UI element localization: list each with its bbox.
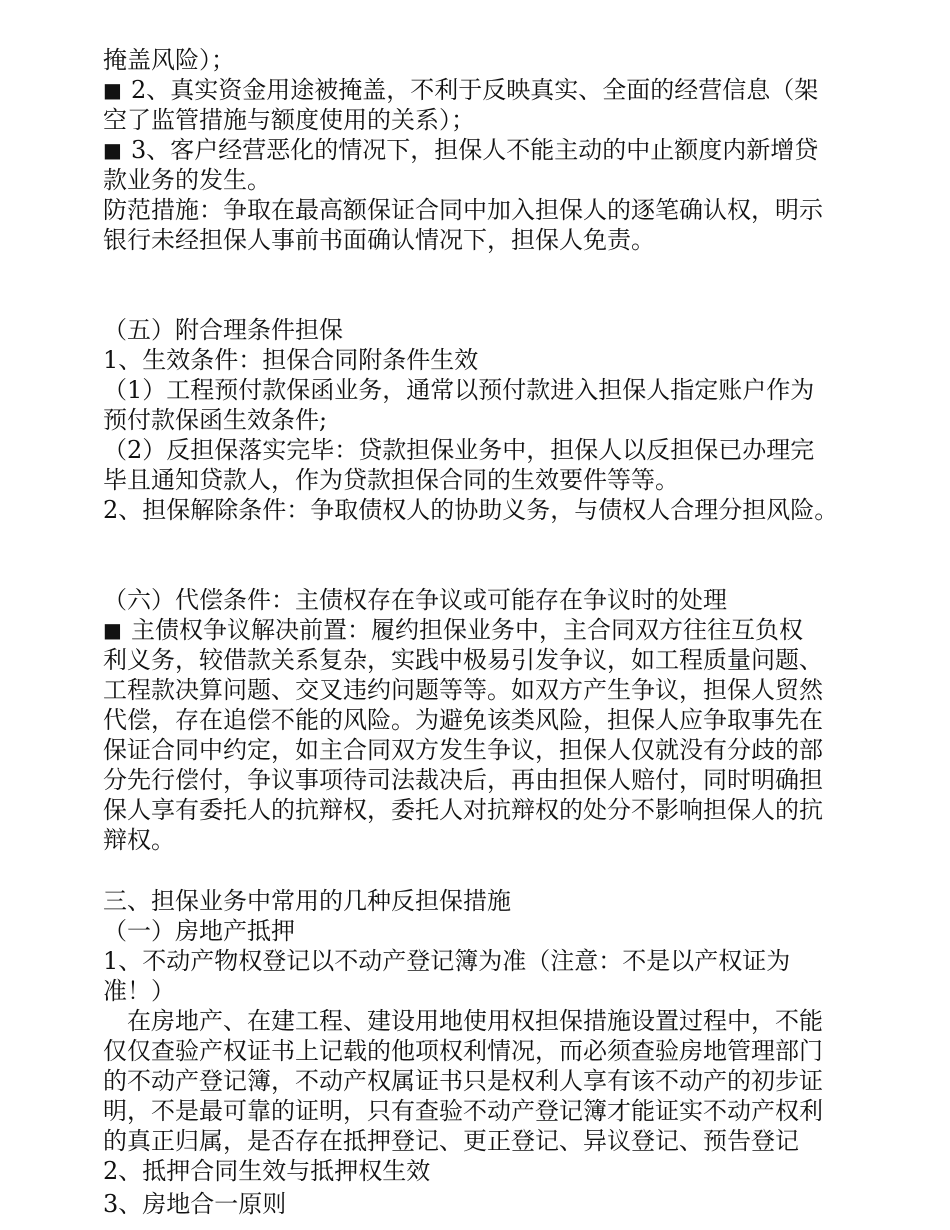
spacer bbox=[103, 855, 878, 886]
square-bullet-icon: ■ bbox=[103, 618, 122, 642]
section-heading: （六）代偿条件：主债权存在争议或可能存在争议时的处理 bbox=[103, 586, 727, 614]
paragraph-line: 的不动产登记簿，不动产权属证书只是权利人享有该不动产的初步证 bbox=[103, 1067, 823, 1095]
paragraph-line: 掩盖风险）； bbox=[103, 46, 235, 74]
paragraph-line: 2、担保解除条件：争取债权人的协助义务，与债权人合理分担风险。 bbox=[103, 496, 839, 524]
bullet-item bbox=[103, 75, 878, 105]
bullet-item bbox=[103, 615, 878, 645]
paragraph-line: 的真正归属，是否存在抵押登记、更正登记、异议登记、预告登记 bbox=[103, 1127, 799, 1155]
section-heading: 三、担保业务中常用的几种反担保措施 bbox=[103, 887, 511, 915]
paragraph-line: 2、抵押合同生效与抵押权生效 bbox=[103, 1157, 431, 1185]
paragraph-line: 预付款保函生效条件; bbox=[103, 406, 328, 434]
document-page bbox=[103, 45, 878, 1222]
paragraph-line: 毕且通知贷款人，作为贷款担保合同的生效要件等等。 bbox=[103, 466, 679, 494]
paragraph-line: 代偿，存在追偿不能的风险。为避免该类风险，担保人应争取事先在 bbox=[103, 706, 823, 734]
paragraph-line: 辩权。 bbox=[103, 826, 175, 854]
spacer bbox=[103, 255, 878, 315]
paragraph-line: 明，不是最可靠的证明，只有查验不动产登记簿才能证实不动产权利 bbox=[103, 1097, 823, 1125]
square-bullet-icon: ■ bbox=[103, 138, 122, 162]
paragraph-line: 仅仅查验产权证书上记载的他项权利情况，而必须查验房地管理部门 bbox=[103, 1037, 823, 1065]
paragraph-line: 准！） bbox=[103, 977, 175, 1005]
bullet-text: 2、真实资金用途被掩盖，不利于反映真实、全面的经营信息（架 bbox=[131, 76, 819, 104]
paragraph-line: （1）工程预付款保函业务，通常以预付款进入担保人指定账户作为 bbox=[103, 376, 815, 404]
paragraph-line: 分先行偿付，争议事项待司法裁决后，再由担保人赔付，同时明确担 bbox=[103, 766, 823, 794]
section-heading: （五）附合理条件担保 bbox=[103, 316, 343, 344]
square-bullet-icon: ■ bbox=[103, 78, 122, 102]
paragraph-line: 1、不动产物权登记以不动产登记簿为准（注意：不是以产权证为 bbox=[103, 947, 791, 975]
paragraph-line: 保证合同中约定，如主合同双方发生争议，担保人仅就没有分歧的部 bbox=[103, 736, 823, 764]
paragraph-line: 银行未经担保人事前书面确认情况下，担保人免责。 bbox=[103, 226, 655, 254]
paragraph-line: 3、房地合一原则 bbox=[103, 1190, 287, 1218]
bullet-text: 主债权争议解决前置：履约担保业务中，主合同双方往往互负权 bbox=[131, 616, 803, 644]
paragraph-line: 在房地产、在建工程、建设用地使用权担保措施设置过程中，不能 bbox=[103, 1007, 823, 1035]
paragraph-line: 防范措施：争取在最高额保证合同中加入担保人的逐笔确认权，明示 bbox=[103, 196, 823, 224]
paragraph-line: 1、生效条件：担保合同附条件生效 bbox=[103, 346, 479, 374]
subsection-heading: （一）房地产抵押 bbox=[103, 917, 295, 945]
paragraph-line: （2）反担保落实完毕：贷款担保业务中，担保人以反担保已办理完 bbox=[103, 436, 815, 464]
spacer bbox=[103, 525, 878, 585]
paragraph-line: 工程款决算问题、交叉违约问题等等。如双方产生争议，担保人贸然 bbox=[103, 676, 823, 704]
paragraph-line: 款业务的发生。 bbox=[103, 166, 271, 194]
paragraph-line: 空了监管措施与额度使用的关系）； bbox=[103, 106, 475, 134]
bullet-text: 3、客户经营恶化的情况下，担保人不能主动的中止额度内新增贷 bbox=[131, 136, 819, 164]
paragraph-line: 利义务，较借款关系复杂，实践中极易引发争议，如工程质量问题、 bbox=[103, 646, 823, 674]
paragraph-line: 保人享有委托人的抗辩权，委托人对抗辩权的处分不影响担保人的抗 bbox=[103, 796, 823, 824]
bullet-item bbox=[103, 135, 878, 165]
